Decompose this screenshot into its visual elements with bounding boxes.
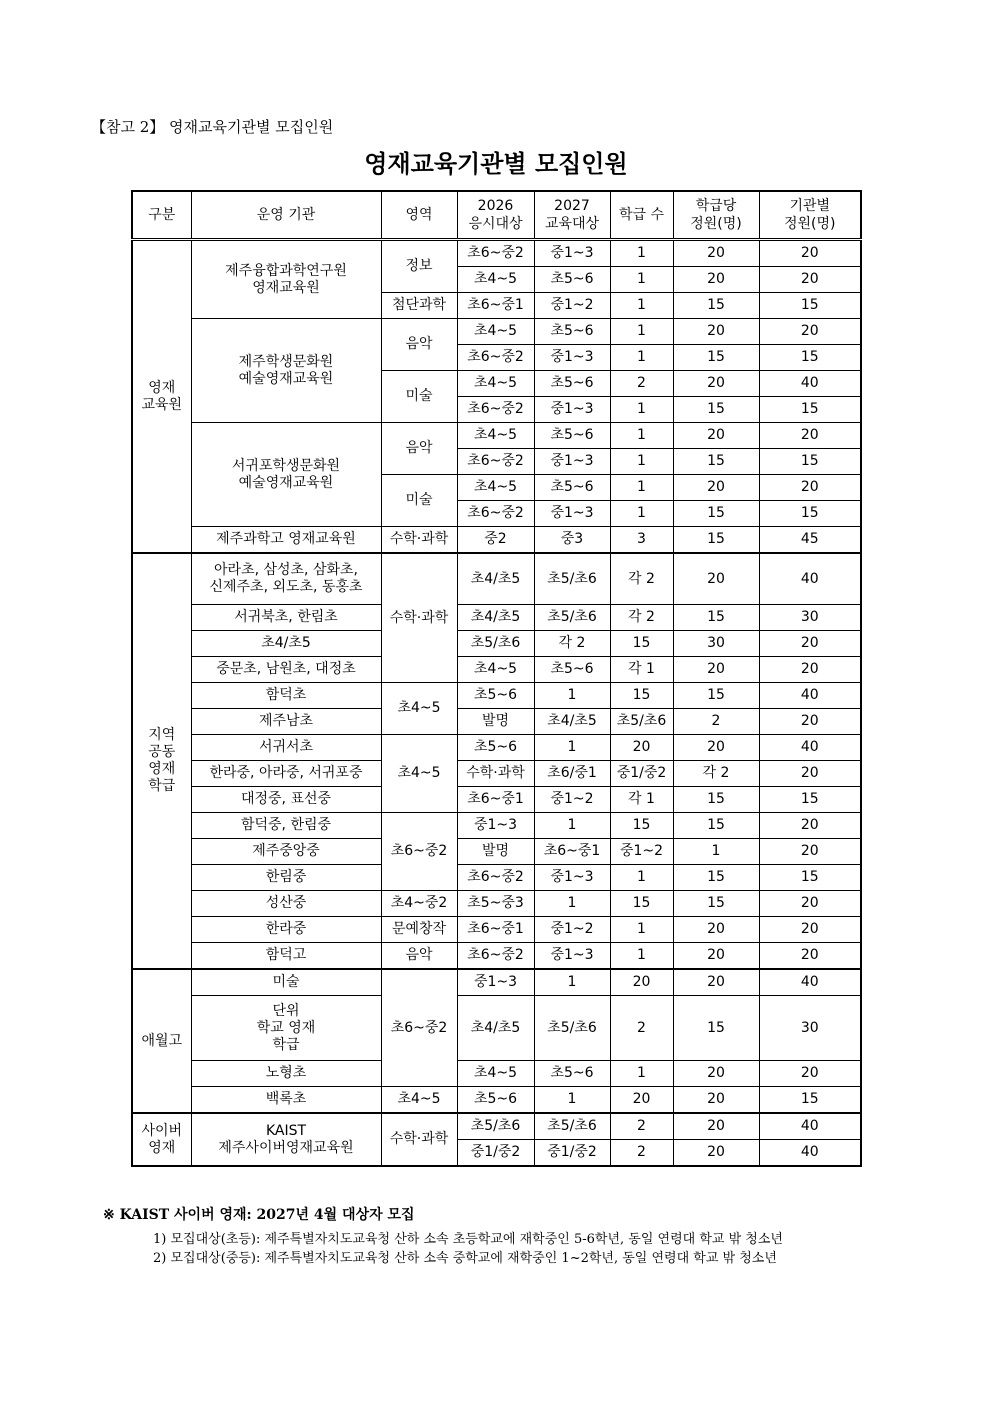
org-cell: KAIST 제주사이버영재교육원 <box>191 1113 381 1166</box>
cell-classes: 20 <box>610 969 673 996</box>
header-2027-target: 2027 교육대상 <box>534 191 610 240</box>
org-cell: 함덕초 <box>191 683 381 709</box>
cell-2026: 초4~5 <box>457 371 534 397</box>
org-cell: 제주남초 <box>191 709 381 735</box>
cell-per-class: 15 <box>673 397 759 423</box>
table-row <box>132 813 861 839</box>
area-cell: 음악 <box>381 423 457 475</box>
cell-per-class: 20 <box>673 735 759 761</box>
cell-per-class: 15 <box>673 865 759 891</box>
org-cell: 아라초, 삼성초, 삼화초, 신제주초, 외도초, 동홍초 <box>191 553 381 605</box>
table-row <box>132 553 861 605</box>
cell-per-class: 20 <box>673 1113 759 1140</box>
cell-classes: 15 <box>610 813 673 839</box>
cell-2026: 초4~5 <box>457 475 534 501</box>
cell-2027: 초5/초6 <box>534 605 610 631</box>
cell-per-org: 20 <box>759 267 861 293</box>
table-row <box>132 761 861 787</box>
cell-2027: 중1~3 <box>534 449 610 475</box>
area-cell: 초4~5 <box>381 1087 457 1114</box>
cell-2027: 초5/초6 <box>534 1113 610 1140</box>
cell-2026: 발명 <box>457 839 534 865</box>
cell-classes: 초5/초6 <box>610 709 673 735</box>
cell-2026: 초6~중2 <box>457 943 534 970</box>
cell-per-class: 30 <box>673 631 759 657</box>
cell-2027: 중1~3 <box>534 943 610 970</box>
header-category: 구분 <box>132 191 191 240</box>
cell-2027: 초6~중1 <box>534 839 610 865</box>
cell-per-org: 20 <box>759 1061 861 1087</box>
cell-2026: 초6~중2 <box>457 397 534 423</box>
cell-2026: 초5~6 <box>457 683 534 709</box>
cell-per-org: 20 <box>759 657 861 683</box>
section-aewol: 애월고 <box>132 969 191 1113</box>
cell-per-class: 20 <box>673 917 759 943</box>
cell-2026: 초4/초5 <box>457 553 534 605</box>
cell-classes: 1 <box>610 865 673 891</box>
cell-per-org: 30 <box>759 605 861 631</box>
cell-per-org: 40 <box>759 1140 861 1167</box>
cell-classes: 1 <box>610 319 673 345</box>
header-per-org: 기관별 정원(명) <box>759 191 861 240</box>
cell-per-class: 20 <box>673 969 759 996</box>
org-cell: 대정중, 표선중 <box>191 787 381 813</box>
cell-classes: 1 <box>610 240 673 267</box>
org-cell: 함덕고 <box>191 943 381 970</box>
cell-2027: 1 <box>534 969 610 996</box>
cell-per-org: 30 <box>759 996 861 1061</box>
table-row <box>132 631 861 657</box>
header-area: 영역 <box>381 191 457 240</box>
org-cell: 백록초 <box>191 1087 381 1114</box>
cell-per-class: 20 <box>673 1087 759 1114</box>
header-2026-target: 2026 응시대상 <box>457 191 534 240</box>
table-row <box>132 969 861 996</box>
cell-2027: 초5~6 <box>534 371 610 397</box>
area-cell: 초4~5 <box>381 683 457 735</box>
cell-per-class: 각 2 <box>673 761 759 787</box>
cell-per-org: 40 <box>759 371 861 397</box>
cell-2026: 초6~중1 <box>457 917 534 943</box>
org-cell: 한라중, 아라중, 서귀포중 <box>191 761 381 787</box>
cell-per-class: 20 <box>673 423 759 449</box>
cell-per-class: 15 <box>673 787 759 813</box>
cell-classes: 1 <box>610 475 673 501</box>
cell-per-class: 20 <box>673 553 759 605</box>
area-cell: 음악 <box>381 943 457 970</box>
cell-per-class: 15 <box>673 683 759 709</box>
cell-2026: 초6~중1 <box>457 293 534 319</box>
table-row <box>132 319 861 345</box>
area-cell: 문예창작 <box>381 917 457 943</box>
area-cell: 초4~중2 <box>381 891 457 917</box>
cell-2027: 중1~3 <box>534 865 610 891</box>
cell-per-class: 2 <box>673 709 759 735</box>
org-cell: 제주과학고 영재교육원 <box>191 527 381 554</box>
cell-classes: 중1~2 <box>610 839 673 865</box>
cell-classes: 1 <box>610 1061 673 1087</box>
cell-per-class: 15 <box>673 891 759 917</box>
cell-2027: 초6/중1 <box>534 761 610 787</box>
cell-2027: 중1~2 <box>534 787 610 813</box>
header-row <box>132 191 861 240</box>
cell-2027: 중1/중2 <box>534 1140 610 1167</box>
cell-classes: 1 <box>610 397 673 423</box>
cell-classes: 2 <box>610 996 673 1061</box>
cell-classes: 각 1 <box>610 787 673 813</box>
area-cell: 미술 <box>381 371 457 423</box>
org-cell: 단위 학교 영재 학급 <box>191 996 381 1061</box>
cell-2027: 중3 <box>534 527 610 554</box>
page-title: 영재교육기관별 모집인원 <box>364 149 628 178</box>
org-cell: 함덕중, 한림중 <box>191 813 381 839</box>
table-row <box>132 1113 861 1140</box>
org-cell: 제주중앙중 <box>191 839 381 865</box>
area-cell: 수학·과학 <box>381 527 457 554</box>
header-class-count: 학급 수 <box>610 191 673 240</box>
cell-per-org: 20 <box>759 943 861 970</box>
cell-per-org: 20 <box>759 813 861 839</box>
area-cell: 초6~중2 <box>381 813 457 891</box>
cell-2026: 초4~5 <box>457 1061 534 1087</box>
cell-2026: 초4/초5 <box>457 996 534 1061</box>
table-row <box>132 839 861 865</box>
cell-classes: 2 <box>610 1140 673 1167</box>
cell-2026: 중1~3 <box>457 813 534 839</box>
cell-2026: 중1/중2 <box>457 1140 534 1167</box>
cell-per-org: 45 <box>759 527 861 554</box>
cell-per-org: 20 <box>759 631 861 657</box>
table-row <box>132 917 861 943</box>
table-row <box>132 735 861 761</box>
cell-2027: 1 <box>534 735 610 761</box>
table-row <box>132 943 861 970</box>
org-cell: 노형초 <box>191 1061 381 1087</box>
cell-classes: 20 <box>610 1087 673 1114</box>
cell-2026: 초6~중1 <box>457 787 534 813</box>
header-institution: 운영 기관 <box>191 191 381 240</box>
table-row <box>132 605 861 631</box>
note-heading: ※ KAIST 사이버 영재: 2027년 4월 대상자 모집 <box>103 1207 415 1223</box>
table-row <box>132 865 861 891</box>
cell-per-org: 40 <box>759 1113 861 1140</box>
table-row <box>132 891 861 917</box>
cell-classes: 각 2 <box>610 553 673 605</box>
org-cell: 한라중 <box>191 917 381 943</box>
cell-per-org: 40 <box>759 735 861 761</box>
cell-per-org: 40 <box>759 969 861 996</box>
cell-per-org: 20 <box>759 709 861 735</box>
table-row <box>132 1061 861 1087</box>
area-cell: 수학·과학 <box>381 1113 457 1166</box>
cell-per-org: 15 <box>759 865 861 891</box>
cell-2027: 중1~3 <box>534 501 610 527</box>
cell-2027: 중1~2 <box>534 293 610 319</box>
cell-2027: 초5/초6 <box>534 553 610 605</box>
cell-2027: 1 <box>534 813 610 839</box>
cell-2027: 초5~6 <box>534 423 610 449</box>
note-line-elementary: 1) 모집대상(초등): 제주특별자치도교육청 산하 소속 초등학교에 재학중인 5-6학년, 동일 연령대 학교 밖 청소년 <box>153 1232 783 1247</box>
cell-classes: 1 <box>610 345 673 371</box>
cell-2026: 초6~중2 <box>457 501 534 527</box>
cell-2027: 중1~3 <box>534 345 610 371</box>
area-cell: 초6~중2 <box>381 969 457 1087</box>
cell-classes: 1 <box>610 267 673 293</box>
cell-2027: 초5~6 <box>534 475 610 501</box>
cell-per-org: 15 <box>759 345 861 371</box>
cell-per-class: 20 <box>673 475 759 501</box>
section-gifted-edu: 영재 교육원 <box>132 240 191 554</box>
cell-classes: 1 <box>610 423 673 449</box>
cell-per-org: 40 <box>759 553 861 605</box>
cell-2026: 초5~6 <box>457 735 534 761</box>
area-cell: 수학·과학 <box>381 553 457 683</box>
cell-per-org: 20 <box>759 891 861 917</box>
note-line-middle: 2) 모집대상(중등): 제주특별자치도교육청 산하 소속 중학교에 재학중인 1~2학년, 동일 연령대 학교 밖 청소년 <box>153 1251 777 1266</box>
cell-classes: 3 <box>610 527 673 554</box>
org-cell: 서귀서초 <box>191 735 381 761</box>
cell-per-class: 20 <box>673 943 759 970</box>
table-row <box>132 709 861 735</box>
reference-label: 【참고 2】 영재교육기관별 모집인원 <box>91 118 334 136</box>
cell-2027: 1 <box>534 891 610 917</box>
org-cell: 중문초, 남원초, 대정초 <box>191 657 381 683</box>
recruitment-table <box>131 190 862 1167</box>
cell-2027: 1 <box>534 683 610 709</box>
cell-classes: 15 <box>610 683 673 709</box>
area-cell: 정보 <box>381 240 457 293</box>
cell-per-class: 20 <box>673 1061 759 1087</box>
cell-2026: 초5/초6 <box>457 1113 534 1140</box>
cell-per-org: 20 <box>759 423 861 449</box>
cell-per-class: 20 <box>673 657 759 683</box>
cell-2027: 각 2 <box>534 631 610 657</box>
cell-2027: 1 <box>534 1087 610 1114</box>
cell-per-class: 15 <box>673 996 759 1061</box>
cell-2026: 중2 <box>457 527 534 554</box>
cell-2027: 초5~6 <box>534 267 610 293</box>
table-row <box>132 657 861 683</box>
table-row <box>132 1087 861 1114</box>
cell-2026: 중1~3 <box>457 969 534 996</box>
cell-2027: 초5~6 <box>534 319 610 345</box>
cell-per-org: 15 <box>759 397 861 423</box>
cell-per-org: 20 <box>759 475 861 501</box>
cell-per-org: 20 <box>759 240 861 267</box>
cell-2027: 초5~6 <box>534 1061 610 1087</box>
cell-2026: 초5~중3 <box>457 891 534 917</box>
cell-per-org: 15 <box>759 1087 861 1114</box>
cell-per-class: 15 <box>673 527 759 554</box>
cell-per-org: 20 <box>759 917 861 943</box>
org-cell: 서귀북초, 한림초 <box>191 605 381 631</box>
cell-per-class: 15 <box>673 345 759 371</box>
cell-2026: 초6~중2 <box>457 240 534 267</box>
cell-classes: 1 <box>610 917 673 943</box>
table-row <box>132 996 861 1061</box>
org-cell: 미술 <box>191 969 381 996</box>
cell-2027: 초5~6 <box>534 657 610 683</box>
cell-classes: 20 <box>610 735 673 761</box>
cell-per-org: 20 <box>759 319 861 345</box>
cell-classes: 15 <box>610 891 673 917</box>
cell-per-org: 15 <box>759 293 861 319</box>
table-row <box>132 683 861 709</box>
cell-per-org: 40 <box>759 683 861 709</box>
cell-classes: 각 2 <box>610 605 673 631</box>
cell-per-class: 20 <box>673 371 759 397</box>
cell-2027: 초4/초5 <box>534 709 610 735</box>
cell-per-class: 20 <box>673 240 759 267</box>
table-row <box>132 527 861 554</box>
area-cell: 초4~5 <box>381 735 457 813</box>
cell-2026: 초4~5 <box>457 319 534 345</box>
org-cell: 초4/초5 <box>191 631 381 657</box>
cell-per-org: 20 <box>759 761 861 787</box>
cell-per-class: 15 <box>673 501 759 527</box>
cell-classes: 1 <box>610 293 673 319</box>
section-regional: 지역 공동 영재 학급 <box>132 553 191 969</box>
cell-classes: 2 <box>610 1113 673 1140</box>
org-cell: 제주학생문화원 예술영재교육원 <box>191 319 381 423</box>
cell-classes: 1 <box>610 943 673 970</box>
cell-2026: 초4~5 <box>457 267 534 293</box>
cell-2026: 초6~중2 <box>457 345 534 371</box>
cell-classes: 2 <box>610 371 673 397</box>
cell-per-org: 15 <box>759 501 861 527</box>
cell-2026: 수학·과학 <box>457 761 534 787</box>
cell-classes: 1 <box>610 501 673 527</box>
cell-per-class: 15 <box>673 813 759 839</box>
cell-per-class: 20 <box>673 1140 759 1167</box>
cell-2026: 초4/초5 <box>457 605 534 631</box>
cell-2026: 초4~5 <box>457 657 534 683</box>
cell-2026: 초5/초6 <box>457 631 534 657</box>
cell-per-class: 15 <box>673 293 759 319</box>
table-row <box>132 240 861 267</box>
cell-2027: 중1~2 <box>534 917 610 943</box>
area-cell: 미술 <box>381 475 457 527</box>
area-cell: 첨단과학 <box>381 293 457 319</box>
cell-per-class: 1 <box>673 839 759 865</box>
cell-per-class: 15 <box>673 605 759 631</box>
cell-2027: 중1~3 <box>534 240 610 267</box>
area-cell: 음악 <box>381 319 457 371</box>
cell-per-org: 15 <box>759 787 861 813</box>
cell-2026: 초6~중2 <box>457 865 534 891</box>
header-per-class: 학급당 정원(명) <box>673 191 759 240</box>
cell-classes: 중1/중2 <box>610 761 673 787</box>
section-cyber: 사이버 영재 <box>132 1113 191 1166</box>
cell-per-class: 20 <box>673 267 759 293</box>
cell-per-class: 15 <box>673 449 759 475</box>
cell-per-org: 20 <box>759 839 861 865</box>
org-cell: 성산중 <box>191 891 381 917</box>
table-row <box>132 787 861 813</box>
table-row <box>132 423 861 449</box>
cell-classes: 15 <box>610 631 673 657</box>
cell-classes: 1 <box>610 449 673 475</box>
cell-2027: 초5/초6 <box>534 996 610 1061</box>
cell-2027: 중1~3 <box>534 397 610 423</box>
cell-classes: 각 1 <box>610 657 673 683</box>
cell-2026: 발명 <box>457 709 534 735</box>
cell-per-class: 20 <box>673 319 759 345</box>
org-cell: 제주융합과학연구원 영재교육원 <box>191 240 381 319</box>
org-cell: 서귀포학생문화원 예술영재교육원 <box>191 423 381 527</box>
org-cell: 한림중 <box>191 865 381 891</box>
cell-2026: 초4~5 <box>457 423 534 449</box>
cell-per-org: 15 <box>759 449 861 475</box>
cell-2026: 초6~중2 <box>457 449 534 475</box>
cell-2026: 초5~6 <box>457 1087 534 1114</box>
